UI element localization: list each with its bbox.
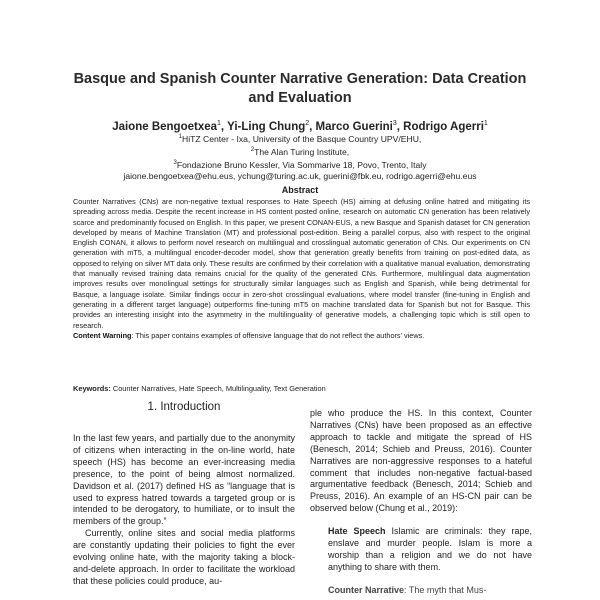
paper-title: Basque and Spanish Counter Narrative Generation: Data Creation and Evaluation	[73, 71, 527, 106]
affiliation-line: $^2$The Alan Turing Institute,	[250, 146, 350, 157]
affiliation-line: $^1$HiTZ Center - Ixa, University of the Basque Country UPV/EHU,	[178, 133, 422, 144]
keywords	[73, 384, 530, 393]
author-name: Marco Guerini	[315, 120, 393, 133]
author-mark: 3	[392, 120, 397, 127]
keywords-label: Keywords:	[73, 384, 111, 393]
content-warning-text: : This paper contains examples of offensive language that do not reflect the authors' views.	[131, 330, 425, 340]
section-title: 1. Introduction	[147, 401, 221, 413]
cn-label: Counter Narrative	[328, 584, 405, 595]
author-emails: jaione.bengoetxea@ehu.eus, ychung@turing.ac.uk, guerini@fbk.eu, rodrigo.agerri@ehu.eus	[123, 170, 477, 181]
right-column	[310, 408, 532, 597]
paragraph: Currently, online sites and social media platforms are constantly updating their policies to fight the ever evolving online hate, with the majority taking a block-and-delete approach. In order to facilitate the workload that these policies could produce, au-	[73, 528, 295, 586]
hs-text: Islamic are criminals: they rape, enslave and murder people. Islam is more a worship than a religion and we do not have anything to share with them.	[328, 526, 532, 572]
cn-text: : The myth that Mus-	[404, 584, 487, 595]
paragraph: ple who produce the HS. In this context, Counter Narratives (CNs) have been proposed as an effective approach to tackle and mitigate the spread of HS (Benesch, 2014; Schieb and Preuss, 2016). Counter Narratives are non-aggressive responses to a hateful comment that includes non-negative factual-based argumentative feedback (Benesch, 2014; Schieb and Preuss, 2016). An example of an HS-CN pair can be observed below (Chung et al., 2019):	[310, 408, 532, 514]
author-mark: 1	[483, 120, 488, 127]
affiliation-line: $^3$Fondazione Bruno Kessler, Via Sommarive 18, Povo, Trento, Italy	[173, 159, 427, 170]
author-mark: 1	[217, 120, 221, 127]
left-column	[73, 433, 295, 588]
abstract-heading: Abstract	[281, 185, 319, 195]
author-mark: 2	[305, 120, 310, 127]
hs-example	[328, 526, 532, 574]
abstract-body: Counter Narratives (CNs) are non-negative textual responses to Hate Speech (HS) aiming at defusing online hatred and mitigating its spreading across media. Despite the recent increase in HS content posted online, research on automatic CN generation has been relatively scarce and predominantly focused on English. In this paper, we present CONAN-EUS, a new Basque and Spanish dataset for CN generation developed by means of Machine Translation (MT) and professional post-edition. Being a parallel corpus, also with respect to the original English CONAN, it allows to perform novel research on multilingual and crosslingual automatic generation of CNs. Our experiments on CN generation with mT5, a multilingual encoder-decoder model, show that generation greatly benefits from training on post-edited data, as opposed to relying on silver MT data only. These results are confirmed by their correlation with a qualitative manual evaluation, demonstrating that manually revised training data remains crucial for the quality of the generated CNs. Furthermore, multilingual data augmentation improves results over monolingual settings for structurally similar languages such as English and Spanish, while being detrimental for Basque, a language isolate. Similar findings occur in zero-shot crosslingual evaluations, where model transfer (fine-tuning in English and generating in a different target language) outperforms fine-tuning mT5 on machine translated data for Spanish but not for Basque. This provides an interesting insight into the asymmetry in the multilinguality of generative models, a challenging topic which is still open to research.	[73, 197, 530, 330]
keywords-list: Counter Narratives, Hate Speech, Multilinguality, Text Generation	[110, 384, 326, 393]
paragraph: In the last few years, and partially due to the anonymity of citizens when interacting in the on-line world, hate speech (HS) has become an ever-increasing media presence, to the point of being almost normalized. Davidson et al. (2017) defined HS as “language that is used to express hatred towards a targeted group or is intended to be derogatory, to humiliate, or to insult the members of the group.”	[73, 433, 295, 527]
author-list: Jaione Bengoetxea$^1$, Yi-Ling Chung$^2$, Marco Guerini$^3$, Rodrigo Agerri$^1$	[112, 120, 488, 133]
author-name: Yi-Ling Chung	[227, 120, 306, 133]
author-name: Rodrigo Agerri	[403, 120, 484, 133]
content-warning-label: Content Warning	[73, 330, 132, 340]
affiliations	[40, 132, 560, 182]
author-name: Jaione Bengoetxea	[112, 120, 218, 133]
abstract	[73, 197, 530, 341]
cn-example	[328, 585, 532, 597]
hs-label: Hate Speech	[328, 526, 386, 537]
